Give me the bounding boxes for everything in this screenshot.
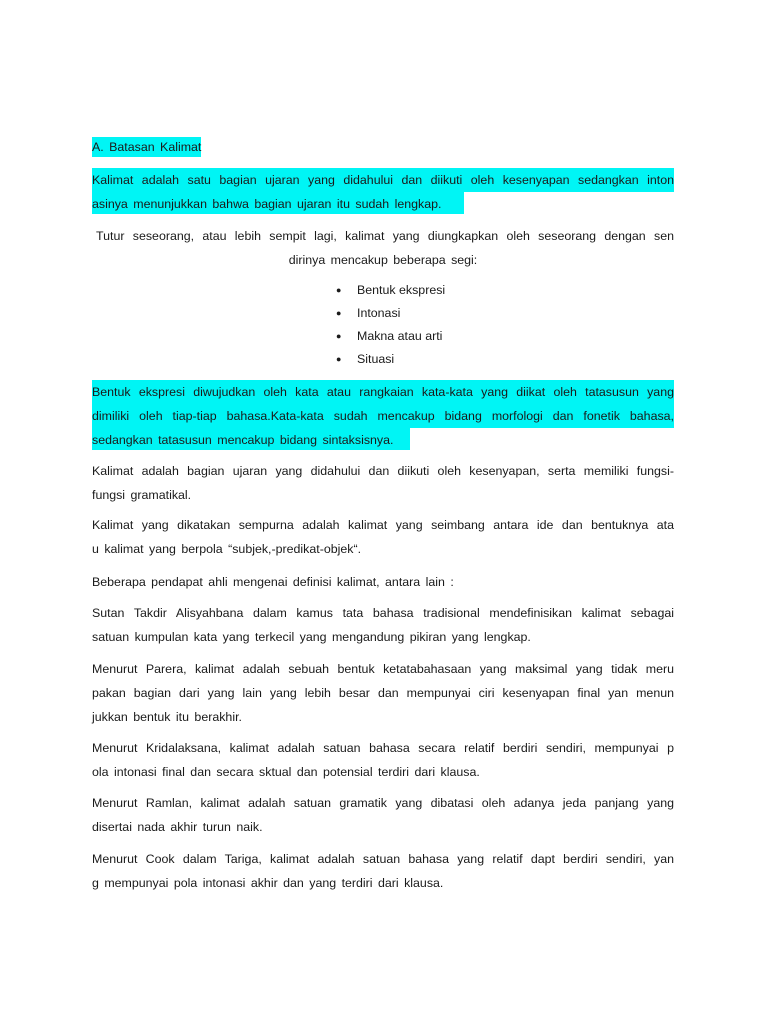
bullet-icon: ● bbox=[336, 285, 342, 295]
paragraph-line: Tutur seseorang, atau lebih sempit lagi, kalimat yang diungkapkan oleh seseorang dengan sen bbox=[96, 229, 674, 243]
paragraph-pendapat-ahli bbox=[92, 570, 674, 594]
paragraph-line: dirinya mencakup beberapa segi: bbox=[288, 253, 478, 267]
paragraph-line: pakan bagian dari yang lain yang lebih besar dan mempunyai ciri kesenyapan final yan menun bbox=[92, 686, 674, 700]
paragraph-line: ola intonasi final dan secara sktual dan potensial terdiri dari klausa. bbox=[92, 765, 480, 779]
paragraph-line: disertai nada akhir turun naik. bbox=[92, 820, 263, 834]
bullet-icon: ● bbox=[336, 354, 342, 364]
paragraph-line: Menurut Kridalaksana, kalimat adalah satuan bahasa secara relatif berdiri sendiri, mempunyai p bbox=[92, 741, 674, 755]
paragraph-kridalaksana bbox=[92, 736, 674, 784]
paragraph-line: jukkan bentuk itu berakhir. bbox=[92, 710, 242, 724]
paragraph-line: Menurut Cook dalam Tariga, kalimat adalah satuan bahasa yang relatif dapt berdiri sendiri, yan bbox=[92, 852, 674, 866]
paragraph-line: Beberapa pendapat ahli mengenai definisi kalimat, antara lain : bbox=[92, 575, 454, 589]
paragraph-line: asinya menunjukkan bahwa bagian ujaran itu sudah lengkap. bbox=[92, 197, 442, 211]
paragraph-line: Menurut Ramlan, kalimat adalah satuan gramatik yang dibatasi oleh adanya jeda panjang yang bbox=[92, 796, 674, 810]
list-item-label: Bentuk ekspresi bbox=[357, 283, 446, 297]
paragraph-line: dimiliki oleh tiap-tiap bahasa.Kata-kata sudah mencakup bidang morfologi dan fonetik bahasa, bbox=[92, 409, 674, 423]
paragraph-fungsi bbox=[92, 459, 674, 507]
bullet-icon: ● bbox=[336, 308, 342, 318]
paragraph-line: fungsi gramatikal. bbox=[92, 488, 192, 502]
section-heading: A. Batasan Kalimat bbox=[92, 137, 201, 157]
paragraph-line: sedangkan tatasusun mencakup bidang sintaksisnya. bbox=[92, 433, 394, 447]
paragraph-line: g mempunyai pola intonasi akhir dan yang terdiri dari klausa. bbox=[92, 876, 444, 890]
list-item-label: Intonasi bbox=[357, 306, 401, 320]
paragraph-bentuk-ekspresi bbox=[92, 380, 674, 452]
paragraph-tutur bbox=[92, 224, 674, 272]
paragraph-sutan-takdir bbox=[92, 601, 674, 649]
paragraph-line: Kalimat adalah satu bagian ujaran yang didahului dan diikuti oleh kesenyapan sedangkan inton bbox=[92, 173, 674, 187]
paragraph-sempurna bbox=[92, 513, 674, 561]
paragraph-cook bbox=[92, 847, 674, 895]
paragraph-line: Bentuk ekspresi diwujudkan oleh kata atau rangkaian kata-kata yang diikat oleh tatasusun yang bbox=[92, 385, 674, 399]
paragraph-ramlan bbox=[92, 791, 674, 839]
paragraph-definition bbox=[92, 168, 674, 216]
paragraph-parera bbox=[92, 657, 674, 729]
paragraph-line: Kalimat yang dikatakan sempurna adalah kalimat yang seimbang antara ide dan bentuknya ata bbox=[92, 518, 674, 532]
list-item-label: Situasi bbox=[357, 352, 395, 366]
paragraph-line: satuan kumpulan kata yang terkecil yang mengandung pikiran yang lengkap. bbox=[92, 630, 531, 644]
paragraph-line: Menurut Parera, kalimat adalah sebuah bentuk ketatabahasaan yang maksimal yang tidak meru bbox=[92, 662, 674, 676]
bullet-icon: ● bbox=[336, 331, 342, 341]
list-item-label: Makna atau arti bbox=[357, 329, 443, 343]
paragraph-line: u kalimat yang berpola “subjek,-predikat-objek“. bbox=[92, 542, 362, 556]
paragraph-line: Kalimat adalah bagian ujaran yang didahului dan diikuti oleh kesenyapan, serta memiliki fungsi- bbox=[92, 464, 674, 478]
paragraph-line: Sutan Takdir Alisyahbana dalam kamus tata bahasa tradisional mendefinisikan kalimat sebagai bbox=[92, 606, 674, 620]
